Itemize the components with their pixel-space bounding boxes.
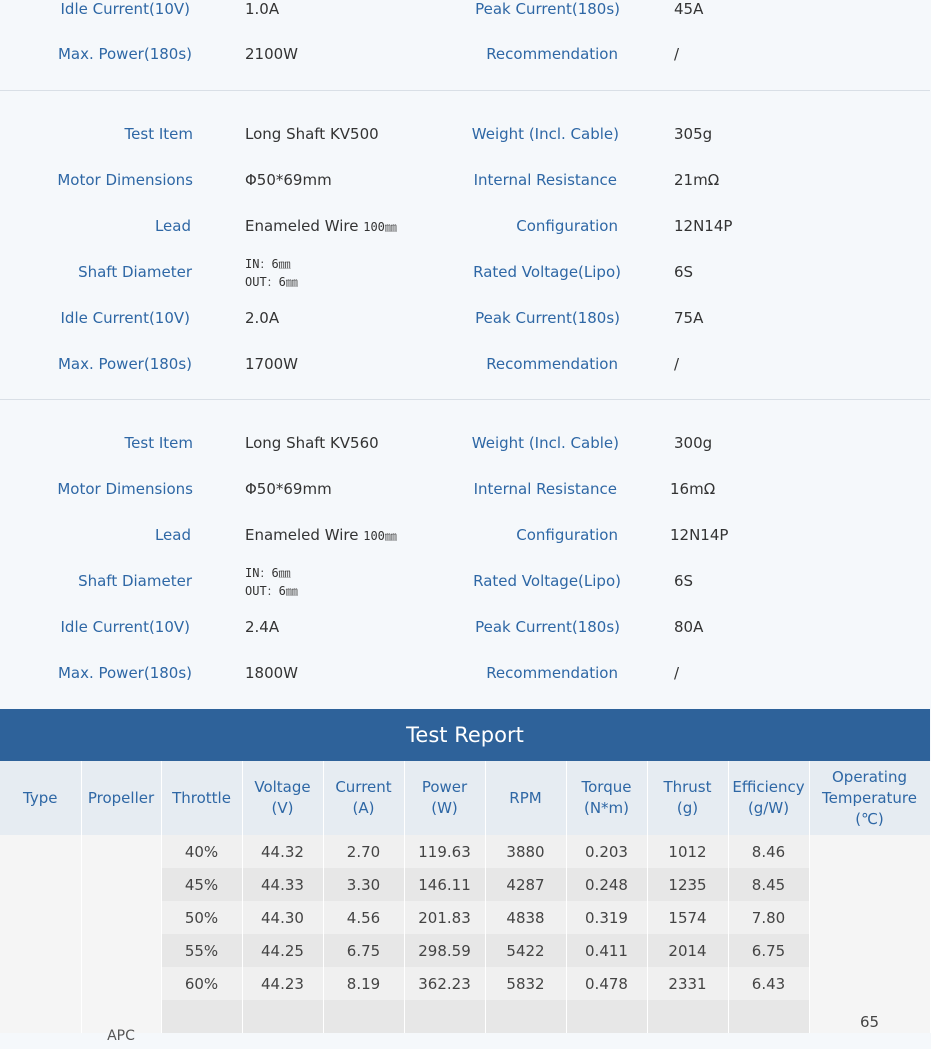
cell-voltage: 44.33 [242,868,323,901]
spec-value: / [674,355,680,373]
cell-throttle: 45% [161,868,242,901]
type-cell [0,835,81,1033]
spec-label: Shaft Diameter [78,263,192,281]
header-voltage: Voltage (V) [242,761,323,835]
spec-label: Shaft Diameter [78,572,192,590]
cell-voltage: 44.32 [242,835,323,868]
spec-value: 1.0A [245,0,280,18]
header-throttle: Throttle [161,761,242,835]
cell-throttle [161,1000,242,1033]
cell-torque: 0.478 [566,967,647,1000]
cell-current: 3.30 [323,868,404,901]
cell-thrust: 1235 [647,868,728,901]
spec-value: 80A [674,618,704,636]
spec-label: Test Item [124,434,193,452]
spec-value: Φ50*69mm [245,480,332,498]
cell-efficiency: 7.80 [728,901,809,934]
cell-throttle: 40% [161,835,242,868]
spec-label: Max. Power(180s) [57,355,192,373]
cell-power: 119.63 [404,835,485,868]
spec-label: Peak Current(180s) [475,0,620,18]
header-rpm: RPM [485,761,566,835]
cell-efficiency: 8.45 [728,868,809,901]
cell-power: 146.11 [404,868,485,901]
spec-block-3 [0,400,930,709]
spec-label: Peak Current(180s) [475,309,620,327]
spec-value [245,526,397,544]
spec-value [245,217,397,235]
header-operating-temperature: Operating Temperature (℃) [809,761,930,835]
shaft-out: OUT：6㎜ [245,584,298,598]
propeller-name: APC [107,1028,135,1044]
spec-value: 305g [674,125,713,143]
spec-value: 12N14P [670,526,729,544]
cell-efficiency: 8.46 [728,835,809,868]
cell-efficiency: 6.43 [728,967,809,1000]
header-torque: Torque (N*m) [566,761,647,835]
spec-label: Rated Voltage(Lipo) [473,263,621,281]
cell-efficiency [728,1000,809,1033]
spec-value: 6S [674,263,694,281]
spec-label: Rated Voltage(Lipo) [473,572,621,590]
cell-rpm: 4287 [485,868,566,901]
spec-label: Max. Power(180s) [57,664,192,682]
lead-type: Enameled Wire [245,217,359,235]
test-report-table [0,761,931,1044]
cell-throttle: 50% [161,901,242,934]
spec-value: 75A [674,309,704,327]
cell-rpm [485,1000,566,1033]
cell-thrust: 1574 [647,901,728,934]
spec-value: 6S [674,572,694,590]
header-thrust: Thrust (g) [647,761,728,835]
cell-torque [566,1000,647,1033]
cell-torque: 0.203 [566,835,647,868]
cell-thrust [647,1000,728,1033]
cell-throttle: 55% [161,934,242,967]
spec-label: Motor Dimensions [57,480,193,498]
spec-label: Lead [154,217,191,235]
cell-torque: 0.411 [566,934,647,967]
cell-thrust: 2331 [647,967,728,1000]
spec-label: Idle Current(10V) [60,618,190,636]
spec-value: 2.0A [245,309,280,327]
spec-value: / [674,45,680,63]
table-row [0,835,930,868]
spec-value: 1800W [245,664,299,682]
cell-voltage: 44.25 [242,934,323,967]
header-power: Power (W) [404,761,485,835]
cell-current [323,1000,404,1033]
test-report-title: Test Report [0,709,930,761]
spec-label: Internal Resistance [473,171,617,189]
header-current: Current (A) [323,761,404,835]
header-efficiency: Efficiency (g/W) [728,761,809,835]
cell-rpm: 4838 [485,901,566,934]
cell-rpm: 3880 [485,835,566,868]
lead-type: Enameled Wire [245,526,359,544]
spec-value: / [674,664,680,682]
spec-value: Long Shaft KV560 [245,434,379,452]
spec-value: 300g [674,434,713,452]
spec-value: 12N14P [674,217,733,235]
spec-label: Recommendation [486,355,618,373]
cell-thrust: 1012 [647,835,728,868]
cell-rpm: 5832 [485,967,566,1000]
cell-current: 8.19 [323,967,404,1000]
spec-value: 1700W [245,355,299,373]
spec-label: Weight (Incl. Cable) [471,125,619,143]
spec-label: Idle Current(10V) [60,0,190,18]
cell-rpm: 5422 [485,934,566,967]
spec-label: Peak Current(180s) [475,618,620,636]
spec-block-1 [0,0,930,90]
shaft-in: IN：6㎜ [245,566,291,580]
cell-throttle: 60% [161,967,242,1000]
spec-label: Recommendation [486,45,618,63]
cell-current: 4.56 [323,901,404,934]
spec-label: Lead [154,526,191,544]
lead-length: 100㎜ [363,220,397,234]
cell-thrust: 2014 [647,934,728,967]
cell-power: 362.23 [404,967,485,1000]
spec-value: 45A [674,0,704,18]
cell-voltage [242,1000,323,1033]
cell-efficiency: 6.75 [728,934,809,967]
spec-value: Long Shaft KV500 [245,125,379,143]
cell-voltage: 44.30 [242,901,323,934]
spec-block-2 [0,91,930,399]
header-propeller: Propeller [81,761,161,835]
cell-power: 298.59 [404,934,485,967]
table-header-row [0,761,930,835]
spec-label: Configuration [516,526,618,544]
spec-value: Φ50*69mm [245,171,332,189]
cell-torque: 0.248 [566,868,647,901]
temperature-value: 65 [859,1013,880,1031]
spec-label: Recommendation [486,664,618,682]
cell-current: 2.70 [323,835,404,868]
spec-value: 16mΩ [670,480,716,498]
spec-value: 2100W [245,45,299,63]
header-type: Type [0,761,81,835]
spec-label: Test Item [124,125,193,143]
temperature-cell [809,835,930,1033]
propeller-cell [81,835,161,1044]
spec-label: Configuration [516,217,618,235]
lead-length: 100㎜ [363,529,397,543]
cell-power: 201.83 [404,901,485,934]
spec-label: Idle Current(10V) [60,309,190,327]
spec-value [245,255,298,291]
cell-voltage: 44.23 [242,967,323,1000]
spec-label: Max. Power(180s) [57,45,192,63]
spec-label: Weight (Incl. Cable) [471,434,619,452]
cell-power [404,1000,485,1033]
cell-torque: 0.319 [566,901,647,934]
shaft-in: IN：6㎜ [245,257,291,271]
shaft-out: OUT：6㎜ [245,275,298,289]
cell-current: 6.75 [323,934,404,967]
spec-value: 21mΩ [674,171,720,189]
spec-value [245,564,298,600]
spec-label: Internal Resistance [473,480,617,498]
spec-label: Motor Dimensions [57,171,193,189]
spec-value: 2.4A [245,618,280,636]
